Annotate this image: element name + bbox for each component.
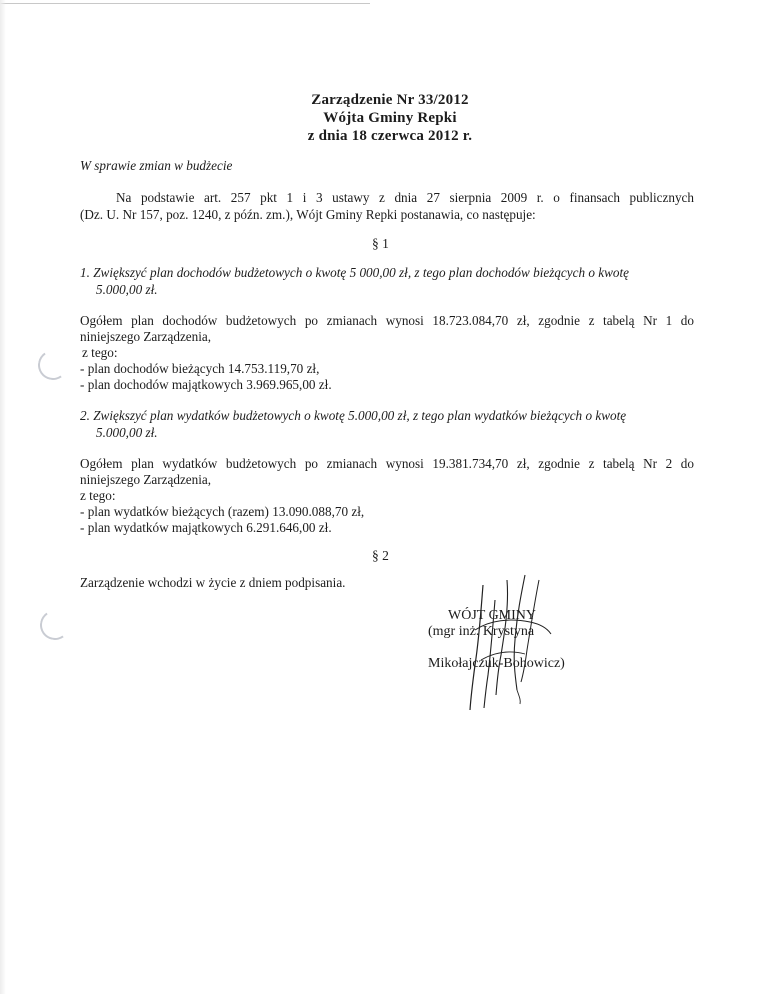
section-1-point-2-line-1: 2. Zwiększyć plan wydatków budżetowych o kwotę 5.000,00 zł, z tego plan wydatków bieżących o kwotę xyxy=(80,408,627,423)
section-2-text: Zarządzenie wchodzi w życie z dniem podpisania. xyxy=(80,575,346,590)
scan-edge-shadow xyxy=(0,0,6,994)
preamble-line-1: Na podstawie art. 257 pkt 1 i 3 ustawy z dnia 27 sierpnia 2009 r. o finansach publicznych xyxy=(116,190,694,205)
scan-artifact-line xyxy=(0,3,370,4)
handwritten-signature xyxy=(455,570,565,720)
income-property-plan: - plan dochodów majątkowych 3.969.965,00 zł. xyxy=(80,377,332,392)
section-1-symbol: § 1 xyxy=(372,236,389,251)
section-1-point-1-line-1: 1. Zwiększyć plan dochodów budżetowych o kwotę 5 000,00 zł, z tego plan dochodów bieżących o kwotę xyxy=(80,265,630,280)
signature-name-line-1: (mgr inż. Krystyna xyxy=(428,624,535,639)
income-total-line-3: z tego: xyxy=(82,345,118,360)
income-current-plan: - plan dochodów bieżących 14.753.119,70 zł, xyxy=(80,361,320,376)
punch-hole-mark-top xyxy=(36,348,71,383)
expense-total-line-3: z tego: xyxy=(80,488,116,503)
document-title: Zarządzenie Nr 33/2012 xyxy=(311,92,469,108)
preamble-line-2: (Dz. U. Nr 157, poz. 1240, z późn. zm.), Wójt Gminy Repki postanawia, co następuje: xyxy=(80,207,536,222)
punch-hole-mark-bottom xyxy=(38,608,73,643)
document-issuer: Wójta Gminy Repki xyxy=(323,110,457,126)
expense-total-line-1: Ogółem plan wydatków budżetowych po zmianach wynosi 19.381.734,70 zł, zgodnie z tabelą Nr 2 do xyxy=(80,456,694,471)
expense-property-plan: - plan wydatków majątkowych 6.291.646,00 zł. xyxy=(80,520,332,535)
expense-current-plan: - plan wydatków bieżących (razem) 13.090.088,70 zł, xyxy=(80,504,365,519)
section-1-point-1-line-2: 5.000,00 zł. xyxy=(96,282,158,297)
signature-title: WÓJT GMINY xyxy=(448,608,537,623)
document-date: z dnia 18 czerwca 2012 r. xyxy=(307,128,473,144)
document-subject: W sprawie zmian w budżecie xyxy=(80,158,233,173)
signature-name-line-2: Mikołajczuk-Bohowicz) xyxy=(428,656,565,671)
section-1-point-2-line-2: 5.000,00 zł. xyxy=(96,425,158,440)
section-2-symbol: § 2 xyxy=(372,548,389,563)
income-total-line-1: Ogółem plan dochodów budżetowych po zmianach wynosi 18.723.084,70 zł, zgodnie z tabelą Nr 1 do xyxy=(80,313,694,328)
expense-total-line-2: niniejszego Zarządzenia, xyxy=(80,472,212,487)
income-total-line-2: niniejszego Zarządzenia, xyxy=(80,329,212,344)
